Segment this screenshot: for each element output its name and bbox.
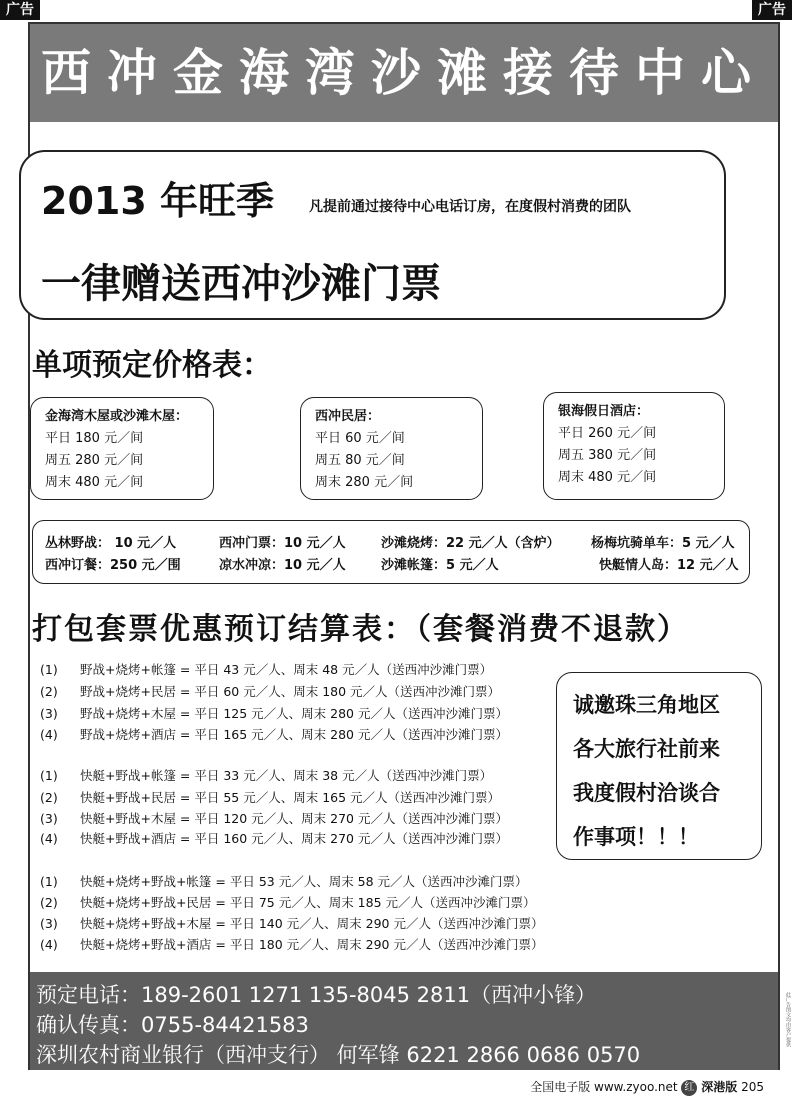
ad-tag-right: 广告 (752, 0, 792, 20)
misc-item: 西冲门票：10 元／人 (219, 536, 346, 551)
package-text: 野战+烧烤+木屋 = 平日 125 元／人、周末 280 元／人（送西冲沙滩门票） (80, 706, 508, 721)
package-row (40, 788, 500, 806)
invite-line: 我度假村洽谈合 (573, 781, 720, 805)
package-row (40, 660, 492, 678)
package-text: 快艇+烧烤+野战+酒店 = 平日 180 元／人、周末 290 元／人（送西冲沙滩门票） (80, 937, 544, 952)
page-number: 205 (741, 1080, 764, 1094)
package-text: 野战+烧烤+酒店 = 平日 165 元／人、周末 280 元／人（送西冲沙滩门票） (80, 727, 508, 742)
price-row: 平日 260 元／间 (558, 426, 657, 441)
package-row (40, 682, 500, 700)
promo-gift: 一律赠送西冲沙滩门票 (41, 261, 441, 307)
price-row: 周末 480 元／间 (45, 475, 144, 490)
misc-item: 丛林野战： 10 元／人 (45, 536, 177, 551)
misc-item: 沙滩帐篷：5 元／人 (381, 558, 499, 573)
misc-item: 凉水冲凉：10 元／人 (219, 558, 346, 573)
package-text: 野战+烧烤+民居 = 平日 60 元／人、周末 180 元／人（送西冲沙滩门票） (80, 684, 501, 699)
page-title: 西冲金海湾沙滩接待中心 (30, 24, 778, 122)
booking-phone: 预定电话：189-2601 1271 135-8045 2811（西冲小锋） (36, 983, 597, 1007)
package-text: 快艇+烧烤+野战+木屋 = 平日 140 元／人、周末 290 元／人（送西冲沙滩门票） (80, 916, 544, 931)
invite-line: 诚邀珠三角地区 (573, 693, 720, 717)
package-text: 快艇+野战+民居 = 平日 55 元／人、周末 165 元／人（送西冲沙滩门票） (80, 790, 501, 805)
package-text: 快艇+烧烤+野战+帐篷 = 平日 53 元／人、周末 58 元／人（送西冲沙滩门票） (80, 874, 528, 889)
edition-label: 全国电子版 www.zyoo.net (530, 1080, 678, 1094)
package-no: (4) (40, 727, 58, 742)
package-no: (2) (40, 895, 58, 910)
package-row (40, 893, 536, 911)
promo-season: 2013 年旺季 (41, 179, 274, 223)
package-row (40, 872, 528, 890)
invite-box (556, 672, 762, 860)
misc-items-box (32, 520, 750, 584)
price-box-title: 金海湾木屋或沙滩木屋： (45, 409, 189, 424)
price-box-title: 银海假日酒店： (558, 404, 650, 419)
package-no: (1) (40, 874, 58, 889)
package-no: (3) (40, 811, 58, 826)
price-row: 周末 280 元／间 (315, 475, 414, 490)
package-row (40, 914, 543, 932)
package-no: (1) (40, 768, 58, 783)
contact-footer (30, 972, 778, 1070)
package-row (40, 809, 508, 827)
price-row: 平日 180 元／间 (45, 431, 144, 446)
package-text: 野战+烧烤+帐篷 = 平日 43 元／人、周末 48 元／人（送西冲沙滩门票） (80, 662, 493, 677)
package-row (40, 935, 543, 953)
package-row (40, 829, 508, 847)
price-box-title: 西冲民居： (315, 409, 381, 424)
price-row: 周五 80 元／间 (315, 453, 405, 468)
package-no: (4) (40, 831, 58, 846)
promo-condition: 凡提前通过接待中心电话订房，在度假村消费的团队 (309, 199, 631, 215)
package-no: (2) (40, 684, 58, 699)
page-footer (530, 1078, 764, 1096)
package-text: 快艇+野战+木屋 = 平日 120 元／人、周末 270 元／人（送西冲沙滩门票） (80, 811, 508, 826)
misc-item: 快艇情人岛：12 元／人 (599, 558, 739, 573)
region-label: 深港版 (701, 1080, 738, 1094)
package-row (40, 725, 508, 743)
package-no: (2) (40, 790, 58, 805)
price-row: 周五 280 元／间 (45, 453, 144, 468)
confirm-fax: 确认传真：0755-84421583 (36, 1013, 309, 1037)
logo-icon: 红 (681, 1080, 697, 1096)
bank-account: 深圳农村商业银行（西冲支行） 何军锋 6221 2866 0686 0570 (36, 1043, 641, 1067)
side-note: 此广告图文均由客户提供 (785, 992, 791, 1047)
misc-item: 沙滩烧烤：22 元／人（含炉） (381, 536, 560, 551)
price-box-homestay (300, 397, 483, 500)
price-box-cabin (30, 397, 214, 500)
package-row (40, 704, 508, 722)
single-price-heading: 单项预定价格表： (32, 348, 272, 383)
package-text: 快艇+烧烤+野战+民居 = 平日 75 元／人、周末 185 元／人（送西冲沙滩门票） (80, 895, 536, 910)
package-text: 快艇+野战+帐篷 = 平日 33 元／人、周末 38 元／人（送西冲沙滩门票） (80, 768, 493, 783)
invite-line: 各大旅行社前来 (573, 737, 720, 761)
promo-box (19, 150, 726, 320)
price-row: 周五 380 元／间 (558, 448, 657, 463)
misc-item: 杨梅坑骑单车：5 元／人 (591, 536, 735, 551)
ad-tag-left: 广告 (0, 0, 40, 20)
invite-line: 作事项！！！ (573, 825, 699, 849)
package-no: (4) (40, 937, 58, 952)
package-text: 快艇+野战+酒店 = 平日 160 元／人、周末 270 元／人（送西冲沙滩门票） (80, 831, 508, 846)
package-no: (1) (40, 662, 58, 677)
package-heading: 打包套票优惠预订结算表：（套餐消费不退款） (32, 612, 689, 647)
package-row (40, 766, 492, 784)
package-no: (3) (40, 706, 58, 721)
price-row: 周末 480 元／间 (558, 470, 657, 485)
package-no: (3) (40, 916, 58, 931)
misc-item: 西冲订餐：250 元／围 (45, 558, 181, 573)
price-row: 平日 60 元／间 (315, 431, 405, 446)
price-box-hotel (543, 392, 725, 500)
